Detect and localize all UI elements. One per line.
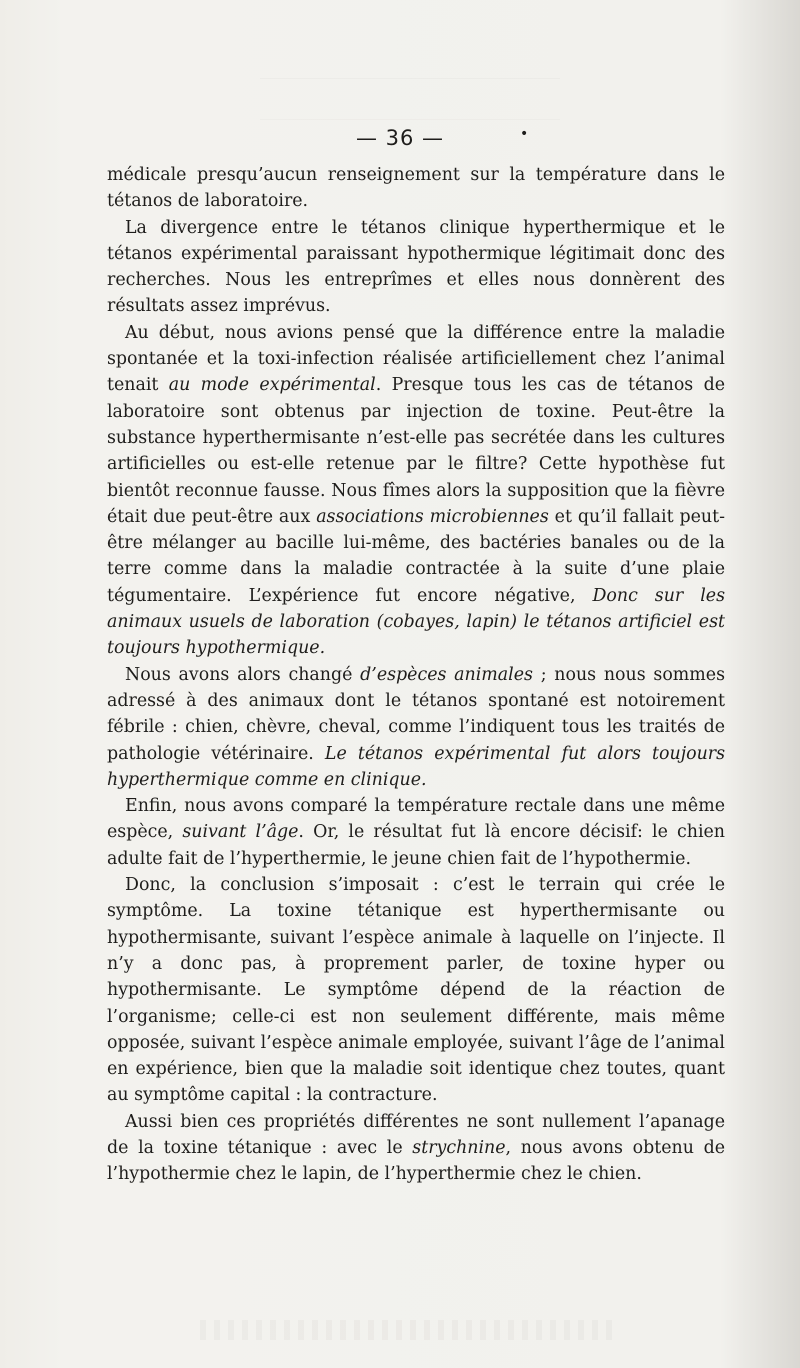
paragraph xyxy=(107,662,725,793)
text-run: Donc, la conclusion s’imposait : c’est le terrain qui crée le symptôme. La toxine tétanique est hyperthermisante ou hypothermisante, suivant l’espèce animale à laquelle on l’injecte. Il n’y a donc pas, à proprement parler, de toxine hyper ou hypothermisante. Le symptôme dépend de la réaction de l’organisme; celle-ci est non seulement différente, mais même opposée, suivant l’espèce animale employée, suivant l’âge de l’animal en expérience, bien que la maladie soit identique chez toutes, quant au symptôme capital : la contracture. xyxy=(107,875,725,1106)
paragraph xyxy=(107,162,725,215)
text-run: . Or, le résultat fut là encore décisif: le chien adulte fait de l’hyperthermie, le jeune chien fait de l’hypothermie. xyxy=(107,822,725,869)
italic-run: au mode expérimental xyxy=(168,375,376,396)
text-run: Nous avons alors changé xyxy=(125,664,361,685)
text-run: Enfin, nous avons comparé la température rectale dans une même espèce, xyxy=(107,796,725,843)
italic-run: Donc sur les animaux usuels de laboration (cobayes, lapin) le tétanos artificiel est toujours hypothermique. xyxy=(107,585,725,659)
paragraph xyxy=(107,872,725,1109)
bleed-through-footer xyxy=(200,1320,620,1340)
paragraph xyxy=(107,1109,725,1188)
bleed-through-header xyxy=(260,78,560,120)
text-run: Aussi bien ces propriétés différentes ne sont nullement l’apanage de la toxine tétanique : avec le xyxy=(107,1111,725,1158)
paragraph xyxy=(107,320,725,662)
text-run: médicale presqu’aucun renseignement sur la température dans le tétanos de laboratoire. xyxy=(107,165,725,212)
stray-dot: • xyxy=(520,126,530,142)
text-run: . Presque tous les cas de tétanos de laboratoire sont obtenus par injection de toxine. Peut-être la substance hyperthermisante n’est-elle pas secrétée dans les cultures artificielles ou est-elle retenue par le filtre? Cette hypothèse fut bientôt reconnue fausse. Nous fîmes alors la supposition que la fièvre était due peut-être aux xyxy=(107,375,725,527)
page-number xyxy=(0,126,800,150)
italic-run: strychnine xyxy=(412,1137,506,1158)
text-run: ; nous nous sommes adressé à des animaux dont le tétanos spontané est notoirement fébrile : chien, chèvre, cheval, comme l’indiquent tous les traités de pathologie vétérinaire. xyxy=(107,664,725,764)
text-run: Au début, nous avions pensé que la différence entre la maladie spontanée et la toxi-infection réalisée artificiellement chez l’animal tenait xyxy=(107,322,725,396)
italic-run: d’espèces animales xyxy=(360,664,533,685)
italic-run: associations microbiennes xyxy=(316,506,549,527)
paragraph xyxy=(107,793,725,872)
text-run: , nous avons obtenu de l’hypothermie chez le lapin, de l’hyperthermie chez le chien. xyxy=(107,1137,725,1185)
text-run: La divergence entre le tétanos clinique hyperthermique et le tétanos expérimental paraissant hypothermique légitimait donc des recherches. Nous les entreprîmes et elles nous donnèrent des résultats assez imprévus. xyxy=(107,217,725,317)
body-text xyxy=(107,162,725,1188)
paragraph xyxy=(107,215,725,320)
page-number-text: — 36 — xyxy=(355,126,445,150)
text-run: et qu’il fallait peut-être mélanger au bacille lui-même, des bactéries banales ou de la terre comme dans la maladie contractée à la suite d’une plaie tégumentaire. L’expérience fut encore négative, xyxy=(107,506,725,606)
italic-run: Le tétanos expérimental fut alors toujours hyperthermique comme en clinique. xyxy=(107,743,726,790)
italic-run: suivant l’âge xyxy=(182,822,299,843)
